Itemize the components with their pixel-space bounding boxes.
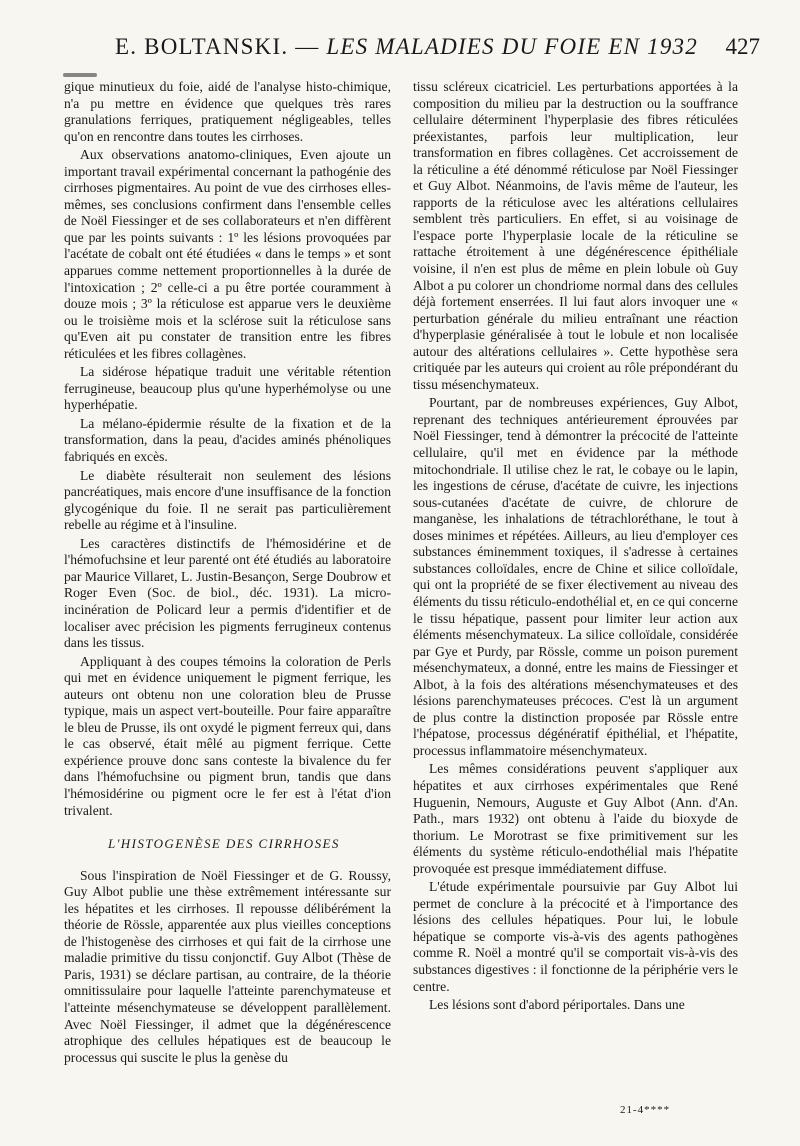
paragraph: La sidérose hépatique traduit une véritable rétention ferrugineuse, beaucoup plus qu'une hyperhémolyse ou une hyperhépatie.: [64, 364, 391, 413]
section-heading: L'HISTOGENÈSE DES CIRRHOSES: [108, 836, 340, 852]
paragraph: Les mêmes considérations peuvent s'appliquer aux hépatites et aux cirrhoses expérimentales que René Huguenin, Nemours, Auguste et Guy Albot (Ann. d'An. Path., mars 1932) ont obtenu à l'aide du bioxyde de thorium. Le Morotrast se fixe primitivement sur les éléments du système réticulo-endothélial mais l'hépatite provoquée est presque immédiatement diffuse.: [413, 761, 738, 876]
paragraph: Les caractères distinctifs de l'hémosidérine et de l'hémofuchsine et leur parenté ont été étudiés au laboratoire par Maurice Villaret, L. Justin-Besançon, Serge Doubrow et Roger Even (Soc. de biol., déc. 1931). La micro-incinération de Policard leur a permis d'identifier et de localiser avec précision les pigments ferrugineux contenus dans les tissus.: [64, 535, 391, 651]
paragraph: Appliquant à des coupes témoins la coloration de Perls qui met en évidence uniquement le pigment ferrique, les auteurs ont obtenu non une coloration bleu de Prusse typique, mais un aspect vert-bouteille. Pour faire apparaître le bleu de Prusse, ils ont oxydé le pigment ferreux qui, dans le cas observé, était mêlé au pigment ferrique. Cette expérience prouve donc sans conteste la bivalence du fer dans l'hémofuchsine ou pigment brun, tandis que dans l'hémosidérine ou pigment ocre le fer est à l'état d'ion trivalent.: [64, 653, 391, 818]
page-number: 427: [725, 34, 760, 59]
paragraph: Sous l'inspiration de Noël Fiessinger et de G. Roussy, Guy Albot publie une thèse extrêmement intéressante sur les hépatites et les cirrhoses. Il repousse délibérément la théorie de Rössle, apparentée aux plus vieilles conceptions de l'histogenèse des cirrhoses et qui fait de la cirrhose une maladie primitive du tissu conjonctif. Guy Albot (Thèse de Paris, 1931) se déclare partisan, au contraire, de la théorie omnitissulaire pour laquelle l'atteinte parenchymateuse et l'atteinte mésenchymateuse se développent parallèlement. Avec Noël Fiessinger, il admet que la dégénérescence atrophique des cellules hépatiques est de beaucoup le processus qui suscite le plus la genèse du: [64, 867, 391, 1065]
paragraph: Les lésions sont d'abord périportales. Dans une: [429, 997, 685, 1013]
paragraph: tissu scléreux cicatriciel. Les perturbations apportées à la composition du milieu par la destruction ou la souffrance cellulaire déterminent l'hyperplasie des fibres réticulées préexistantes, parfois leur multiplication, leur transformation en fibres collagènes. Cet accroissement de la réticuline a été dénommé réticulose par Noël Fiessinger et Guy Albot. Néanmoins, de l'avis même de l'auteur, les rapports de la réticulose avec les altérations cellulaires semblent très particuliers. En effet, si au voisinage de l'espace porte l'hyperplasie locale de la réticuline se rattache étroitement à une dégénérescence épithéliale voisine, il n'en est plus de même en plein lobule où Guy Albot a pu colorer un chondriome normal dans des cellules déjà fortement enserrées. Il lui faut alors invoquer une « perturbation générale du milieu entraînant une réaction d'hyperplasie généralisée à tout le lobule et non localisée autour des altérations cellulaires ». Cette hypothèse sera critiquée par les auteurs qui croient au rôle prépondérant du tissu mésenchymateux.: [413, 79, 738, 392]
right-column: [413, 79, 738, 1014]
header-separator: —: [288, 34, 327, 59]
ink-smudge: [63, 73, 97, 77]
paragraph: Aux observations anatomo-cliniques, Even ajoute un important travail expérimental concernant la pathogénie des cirrhoses pigmentaires. Au point de vue des cirrhoses elles-mêmes, ses conclusions confirment dans l'ensemble celles de Noël Fiessinger et de ses collaborateurs et n'en diffèrent que par les points suivants : 1º les lésions provoquées par l'acétate de cobalt ont été étudiées « dans le temps » et sont apparues comme nettement proportionnelles à la durée de l'intoxication ; 2º celle-ci a pu être portée couramment à douze mois ; 3º la réticulose est apparue vers le deuxième ou le troisième mois et la sclérose suit la réticulose sans qu'Even ait pu constater de transition entre les fibres réticulées et les fibres collagènes.: [64, 147, 391, 361]
paragraph: L'étude expérimentale poursuivie par Guy Albot lui permet de conclure à la précocité et à l'importance des lésions des cellules hépatiques. Pour lui, le lobule hépatique se comporte vis-à-vis des agents pathogènes comme R. Noël a montré qu'il se comportait vis-à-vis des substances digestives : il fonctionne de la périphérie vers le centre.: [413, 879, 738, 994]
paragraph: Le diabète résulterait non seulement des lésions pancréatiques, mais encore d'une insuffisance de la fonction glycogénique du foie. Il ne serait pas particulièrement rebelle au régime et à l'insuline.: [64, 467, 391, 533]
paragraph: gique minutieux du foie, aidé de l'analyse histo-chimique, n'a pu mettre en évidence que quelques très rares granulations ferriques, pratiquement négligeables, telles qu'on en rencontre dans toutes les cirrhoses.: [64, 79, 391, 144]
running-header: [60, 14, 760, 74]
paragraph: La mélano-épidermie résulte de la fixation et de la transformation, dans la peau, d'acides aminés phénoliques fabriqués en excès.: [64, 415, 391, 465]
header-title: [115, 34, 698, 60]
paragraph: Pourtant, par de nombreuses expériences, Guy Albot, reprenant des techniques antérieurement éprouvées par Noël Fiessinger, tend à démontrer la précocité de l'atteinte cellulaire, qu'il met en évidence par la méthode mitochondriale. Il utilise chez le rat, le cobaye ou le lapin, les ingestions de céruse, d'acétate de cuivre, les injections sous-cutanées d'acétate de cuivre, de chlorure de manganèse, les inhalations de tétrachloréthane, le tout à doses minimes et répétées. Ailleurs, au lieu d'employer ces substances éminemment toxiques, il s'adresse à certaines substances colloïdales, encre de Chine et silice colloïdale, qui ont la propriété de se fixer électivement au niveau des éléments du tissu réticulo-endothélial et, en ce qui concerne le tissu hépatique, passent pour limiter leur action aux éléments mésenchymateux. La silice colloïdale, considérée par Gye et Purdy, par Rössle, comme un poison purement mésenchymateux, a donné, entre les mains de Fiessinger et Albot, à la fois des altérations mésenchymateuses et des lésions parenchymateuses précoces. C'est là un argument de plus contre la distinction proposée par Rössle entre l'hépatose, processus dégénératif épithélial, et l'hépatite, processus inflammatoire mésenchymateux.: [413, 395, 738, 758]
header-book-title: LES MALADIES DU FOIE EN 1932: [326, 34, 698, 59]
left-column: [64, 79, 391, 1066]
header-author: E. BOLTANSKI.: [115, 34, 289, 59]
printer-signature: 21-4****: [620, 1104, 671, 1116]
